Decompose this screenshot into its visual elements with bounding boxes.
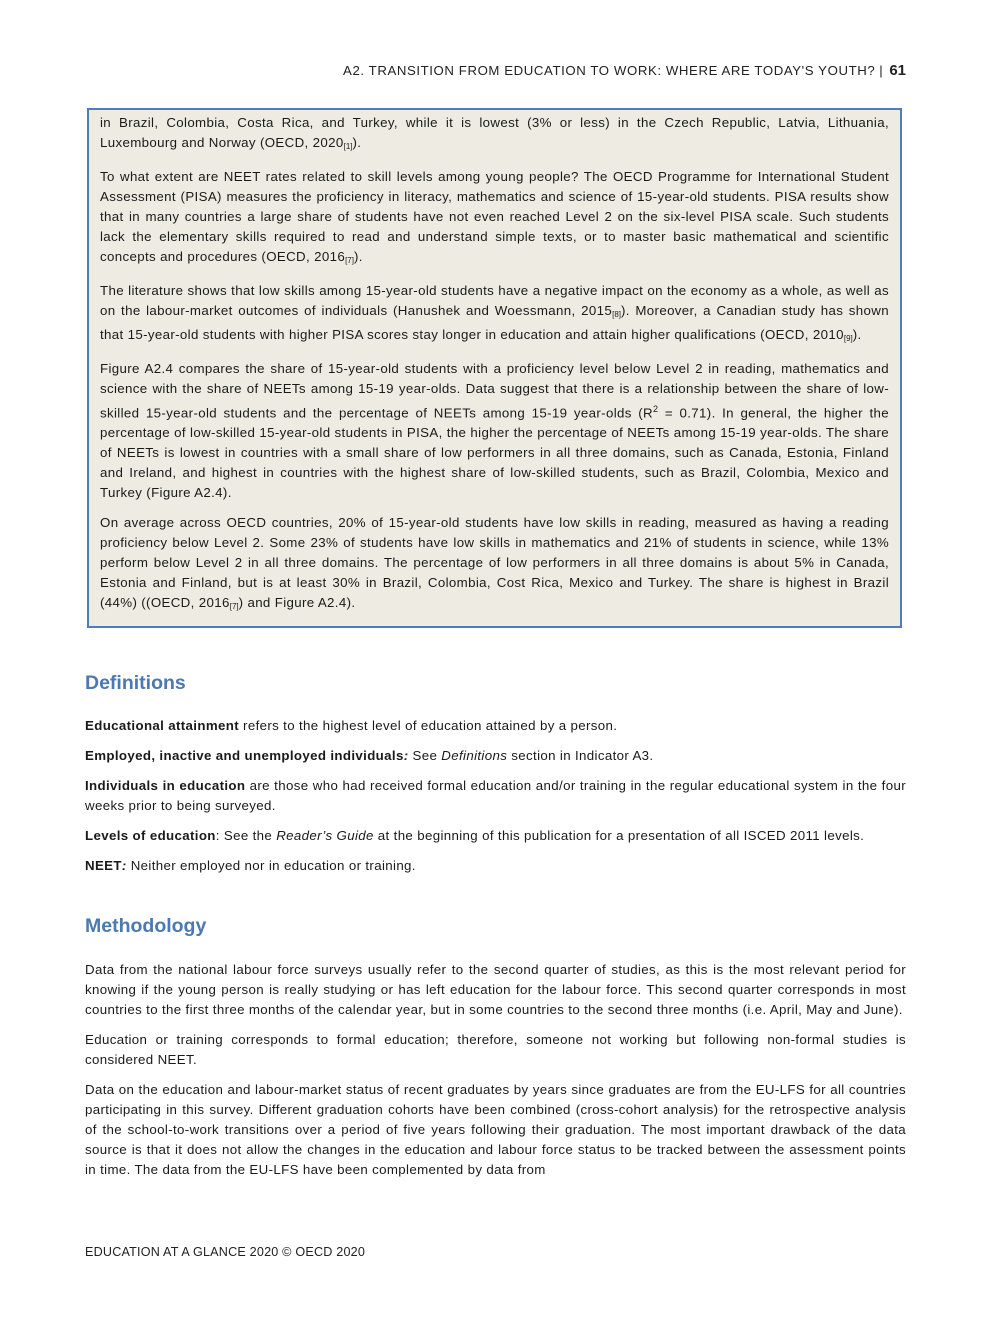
box-paragraph-1: in Brazil, Colombia, Costa Rica, and Turkey, while it is lowest (3% or less) in the Czech Republic, Latvia, Lithuania, Luxembourg and Norway (OECD, $2020_{[1]}$). bbox=[100, 115, 889, 151]
page-footer: EDUCATION AT A GLANCE 2020 © OECD 2020 bbox=[85, 1245, 366, 1259]
methodology-body bbox=[85, 960, 906, 1200]
methodology-paragraph: Data on the education and labour-market status of recent graduates by years since graduates are from the EU-LFS for all countries participating in this survey. Different graduation cohorts have been combined (cross-cohort analysis) for the retrospective analysis of the school-to-work transitions over a period of five years following their graduation. The most important drawback of the data source is that it does not allow the changes in the education and labour force status to be tracked between the assessment points in time. The data from the EU-LFS have been complemented by data from bbox=[85, 1082, 906, 1177]
methodology-paragraph: Data from the national labour force surveys usually refer to the second quarter of studies, as this is the most relevant period for knowing if the young person is really studying or has left education for the labour force. This second quarter corresponds in most countries to the first three months of the calendar year, but in some countries to the second three months (i.e. April, May and June). bbox=[85, 962, 906, 1017]
citation-ref: [8] bbox=[612, 310, 622, 319]
definitions-heading: Definitions bbox=[85, 672, 186, 694]
r-squared-superscript: 2 bbox=[653, 404, 659, 414]
definition-term: Individuals in education bbox=[85, 778, 246, 793]
methodology-heading: Methodology bbox=[85, 915, 207, 937]
box-paragraph-2: To what extent are NEET rates related to skill levels among young people? The OECD Programme for International Student Assessment (PISA) measures the proficiency in literacy, mathematics and science of 15-year-old students. PISA results show that in many countries a large share of students have not even reached Level 2 on the six-level PISA scale. Such students lack the elementary skills required to read and understand simple texts, or to master basic mathematical and scientific concepts and procedures (OECD, $2016_{[7]}$). bbox=[100, 169, 889, 265]
definition-item: Individuals in education are those who had received formal education and/or training in the regular educational system in the four weeks prior to being surveyed. bbox=[85, 778, 906, 813]
citation-ref: [7] bbox=[345, 256, 354, 265]
page-number: 61 bbox=[889, 62, 906, 79]
citation-ref: [7] bbox=[229, 602, 239, 612]
definition-term: Employed, inactive and unemployed individuals bbox=[85, 748, 404, 763]
header-separator: | bbox=[879, 63, 884, 78]
definition-item: Employed, inactive and unemployed individuals: See Definitions section in Indicator A3. bbox=[85, 748, 654, 763]
box-paragraph-3: The literature shows that low skills among 15-year-old students have a negative impact on the economy as a whole, as well as on the labour-market outcomes of individuals (Hanushek and Woessmann, $2015_{[8]}$). Moreover, a Canadian study has shown that 15-year-old students with higher PISA scores stay longer in education and attain higher qualifications (OECD, $2010_{[9]}$). bbox=[100, 283, 889, 343]
shaded-text-box bbox=[87, 108, 902, 628]
box-paragraph-4: Figure A2.4 compares the share of 15-year-old students with a proficiency level below Level 2 in reading, mathematics and science with the share of NEETs among 15-19 year-olds. Data suggest that there is a relationship between the share of low-skilled 15-year-old students and the percentage of NEETs among 15-19 year-olds $(R^2 = 0.71)$. In general, the higher the percentage of low-skilled 15-year-old students in PISA, the higher the percentage of NEETs among 15-19 year-olds. The share of NEETs is lowest in countries with a small share of low performers in all three domains, such as Canada, Estonia, Finland and Ireland, and highest in countries with the highest share of low-skilled students, such as Brazil, Colombia, Mexico and Turkey (Figure A2.4). bbox=[100, 361, 889, 501]
methodology-paragraph: Education or training corresponds to formal education; therefore, someone not working but following non-formal studies is considered NEET. bbox=[85, 1032, 906, 1067]
definition-term: NEET bbox=[85, 858, 122, 873]
citation-ref: [9] bbox=[843, 334, 853, 343]
definitions-list bbox=[85, 716, 906, 886]
definition-term: Educational attainment bbox=[85, 718, 239, 733]
definition-item: Educational attainment refers to the highest level of education attained by a person. bbox=[85, 718, 618, 733]
box-paragraph-5: On average across OECD countries, 20% of 15-year-old students have low skills in reading, measured as having a reading proficiency below Level 2. Some 23% of students have low skills in mathematics and 21% of students in science, while 13% perform below Level 2 in all three domains. The percentage of low performers in all three domains is about 5% in Canada, Estonia and Finland, but is at least 30% in Brazil, Colombia, Cost Rica, Mexico and Turkey. The share is highest in Brazil (44%) ((OECD, $2016_{[7]}$) and Figure A2.4). bbox=[100, 515, 889, 612]
citation-ref: [1] bbox=[343, 142, 353, 151]
definition-item: NEET: Neither employed nor in education or training. bbox=[85, 858, 416, 873]
running-header bbox=[343, 62, 906, 79]
definition-item: Levels of education: See the Reader’s Guide at the beginning of this publication for a presentation of all ISCED 2011 levels. bbox=[85, 828, 865, 843]
definition-term: Levels of education bbox=[85, 828, 216, 843]
running-title: A2. TRANSITION FROM EDUCATION TO WORK: WHERE ARE TODAY'S YOUTH? bbox=[343, 63, 876, 78]
